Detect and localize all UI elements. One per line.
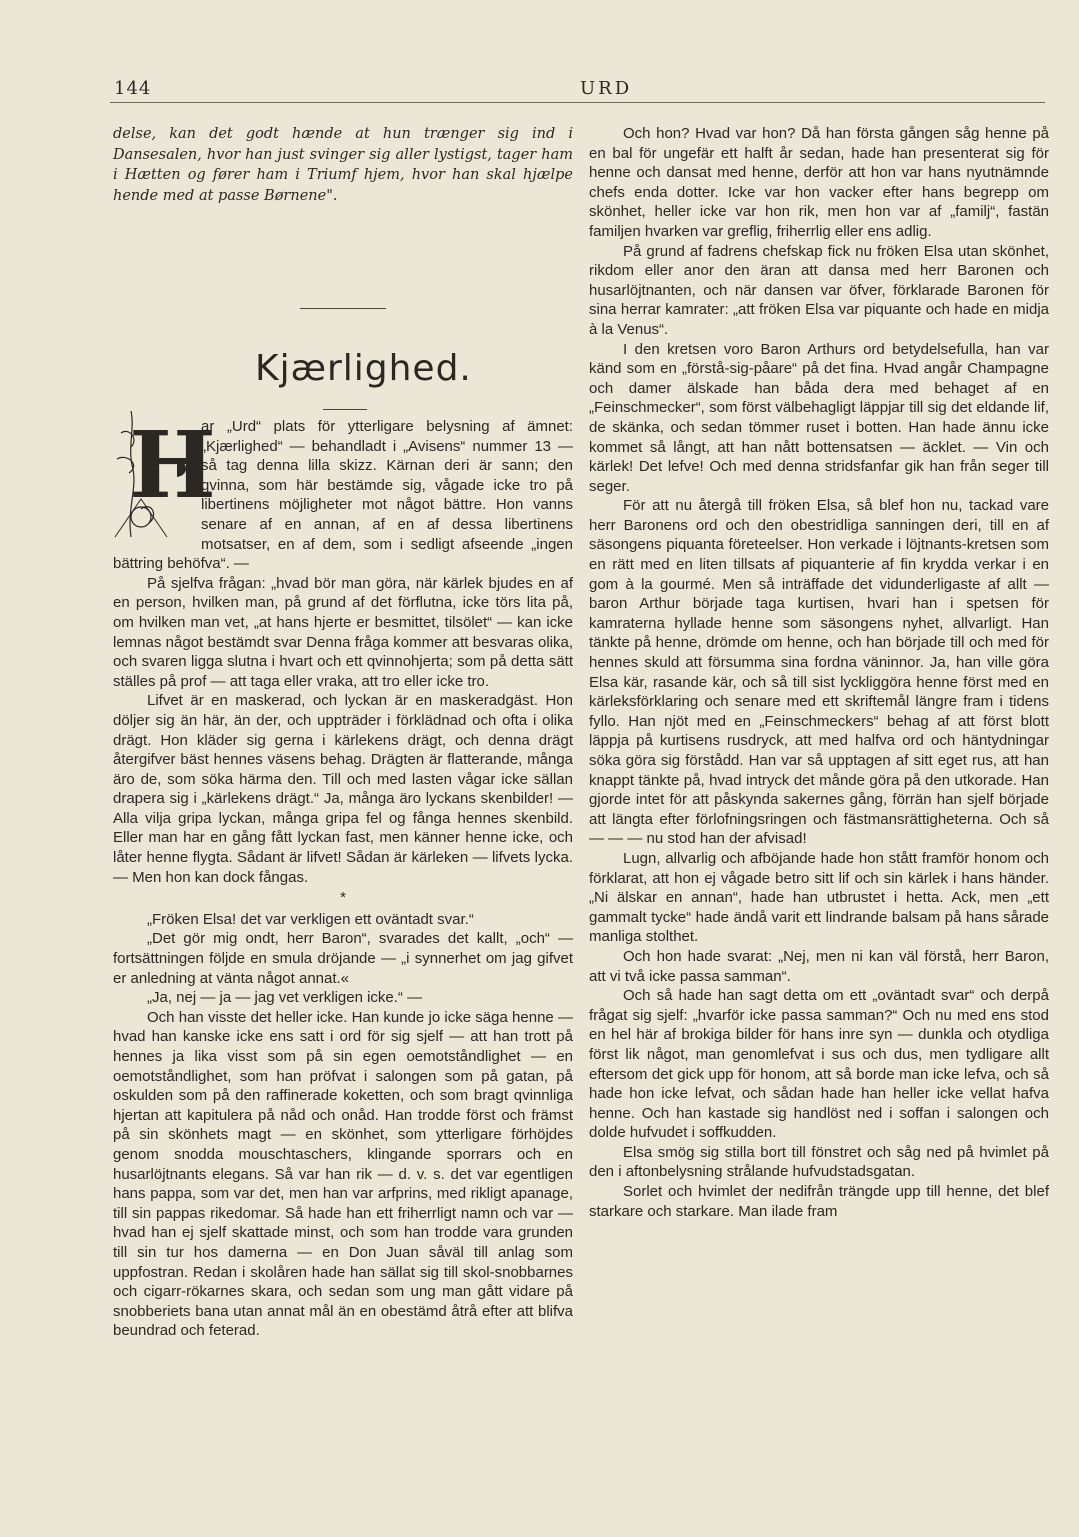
article-title-block [113, 348, 573, 417]
initial-letter: H [129, 411, 216, 519]
article-title: Kjærlighed. [255, 348, 472, 389]
paragraph: Lugn, allvarlig och afböjande hade hon stått framför honom och förklarat, att hon ej vågade betro sitt lif och sin kärlek i hans händer. „Ni älskar en annan“, hade han utbrustet i hetta. Ack, men „ett gammalt tycke“ hade ändå varit ett lindrande balsam på hans sårade manliga stolthet. [589, 849, 1049, 946]
title-underline [323, 409, 367, 410]
section-divider [300, 308, 386, 309]
fraktur-intro: delse, kan det godt hænde at hun trænger sig ind i Dansesalen, hvor han just svinger sig aller lystigst, tager ham i Hætten og fører ham i Triumf hjem, hvor han skal hjælpe hende med at passe Børnene". [113, 126, 573, 204]
section-star: * [340, 889, 346, 907]
paragraph: Lifvet är en maskerad, och lyckan är en maskeradgäst. Hon döljer sig än här, än der, och uppträder i förklädnad och ofta i olika drägt. Hon kläder sig gerna i kärlekens drägt, och denna drägt återgifver bäst hennes väsens behag. Drägten är flatterande, många äro de, som söka härma den. Till och med lasten vågar icke sällan drapera sig i „kärlekens drägt.“ Ja, många äro lyckans skenbilder! — Alla vilja gripa lyckan, många gripa fel og fånga hennes skenbild. Eller man har en gång fått lyckan fast, men känner henne icke, och låter henne flygta. Sådant är lifvet! Sådan är kärleken — lifvets lycka. — Men hon kan dock fångas. [113, 692, 573, 886]
paragraph: „Fröken Elsa! det var verkligen ett oväntadt svar.“ [147, 910, 474, 928]
decorated-initial [111, 409, 216, 541]
paragraph: Elsa smög sig stilla bort till fönstret och såg ned på hvimlet på den i aftonbelysning strålande hufvudstadsgatan. [589, 1143, 1049, 1181]
paragraph: Sorlet och hvimlet der nedifrån trängde upp till henne, det blef starkare och starkare. Man ilade fram [589, 1183, 1049, 1220]
paragraph: Och så hade han sagt detta om ett „oväntadt svar“ och derpå frågat sig sjelf: „hvarför icke passa samman?“ Och nu med ens stod en hel här af brokiga bilder för hans inre syn — dunkla och otydliga först lik något, man genomlefvat i sus och dus, men tydligare allt eftersom det gick upp för honom, att så borde man icke lefva, och så hade hon icke lefvat, och sådan hade han heller icke vellat hafva henne. Och han kastade sig handlöst ned i soffan i salongen och dolde hufvudet i soffkudden. [589, 987, 1049, 1142]
paragraph: ar „Urd“ plats för ytterligare belysning af ämnet: „Kjærlighed“ — behandladt i „Avisens“ nummer 13 — så tag denna lilla skizz. Kärnan deri är sann; den qvinna, som här bestämde sig, vågade icke tro på libertinens möjligheter mot något bättre. Hon vanns senare af en annan, af en af dessa libertinens motsatser, en af dem, som i sedligt afseende „ingen bättring behöfva“. — [113, 418, 573, 573]
paragraph: På grund af fadrens chefskap fick nu fröken Elsa utan skönhet, rikdom eller anor den äran att dansa med herr Baronen och husarlöjtnanten, och när dansen var öfver, förklarade Baronen för sina herrar kamrater: „att fröken Elsa var piquante och hade en midja à la Venus“. [589, 242, 1049, 338]
paragraph: „Det gör mig ondt, herr Baron“, svarades det kallt, „och“ — fortsättningen följde en smula dröjande — „i synnerhet om jag gifvet er anledning at vänta något annat.« [113, 930, 573, 987]
running-title: URD [580, 78, 633, 99]
paragraph: Och hon hade svarat: „Nej, men ni kan väl förstå, herr Baron, att vi två icke passa samman“. [589, 947, 1049, 985]
paragraph: För att nu återgå till fröken Elsa, så blef hon nu, tackad vare herr Baronens ord och den obestridliga sanningen deri, till en af säsongens piquanta företeelser. Hon verkade i löjtnants-kretsen som en rätt med en liten tillsats af piquanterie af fin krydda verkar i en gom à la gourmé. Men så inträffade det vidunderligaste af allt — baron Arthur började taga kurtisen, hvari han i spetsen för kamraterna hyllade henne som säsongens nyhet, allvarligt. Han tänkte på henne, drömde om henne, och han började till och med för hennes skuld att försumma sina fordna väninnor. Ja, han ville göra Elsa kär, rasande kär, och så till sist lyckliggöra henne först med en kärleksförklaring och senare med ett skriftemål längre fram i tidens fyllo. Han njöt med en „Feinschmeckers“ behag af att först blott läppja på kurtisens rusdryck, att med halfva ord och häntydningar söka göra sig förstådd. Han var så upptagen af sitt eget rus, att han knappt tänkte på, hvad intryck det månde göra på den utkorade. Han gjorde intet för att påskynda sakernes gång, förrän han sjelf började att längta efter förlofningsringen och fästmansrättigheterna. Och så — — — nu stod han der afvisad! [589, 497, 1049, 848]
page-number: 144 [114, 78, 152, 99]
paragraph: I den kretsen voro Baron Arthurs ord betydelsefulla, han var känd som en „förstå-sig-påare“ på det fina. Hvad angår Champagne och damer älskade han båda dera med behaget af en „Feinschmecker“, som först välbehagligt läppjar till sig det eldande lif, de skänka, och sedan tömmer ruset i botten. Han hade ännu icke kommet så långt, att han nått bottensatsen — äcklet. — Vin och kärlek! Det lefve! Och med denna stridsfanfar gik han från seger till seger. [589, 340, 1049, 495]
paragraph: Och hon? Hvad var hon? Då han första gången såg henne på en bal för ungefär ett halft år sedan, hade han presenterat sig för henne och dansat med henne, derför att hon var hans nyutnämnde chefs enda dotter. Icke var hon vacker efter hans begrepp om skönhet, heller icke var hon rik, men hon var af „familj“, fastän familjen hvarken var greflig, friherrlig eller ens adlig. [589, 125, 1049, 240]
paragraph: „Ja, nej — ja — jag vet verkligen icke.“ — [147, 989, 423, 1007]
page-header [110, 74, 1045, 103]
paragraph: På sjelfva frågan: „hvad bör man göra, när kärlek bjudes en af en person, hvilken man, på grund af det förflutna, icke törs lita på, om hvilken man vet, „at hans hjerte er besmittet, tilsölet“ — kan icke lemnas något bestämdt svar Denna fråga kommer att besvaras olika, och svaren ligga slutna i hvart och ett qvinnohjerta; som på detta sätt ställes på prof — att taga eller vraka, att tro eller icke tro. [113, 574, 573, 690]
left-column [113, 124, 573, 1341]
right-column [589, 124, 1049, 1221]
paragraph: Och han visste det heller icke. Han kunde jo icke säga henne — hvad han kanske icke ens satt i ord för sig sjelf — att han trott på hennes ja lika visst som på sin egen oemotståndlighet — en oemotståndlighet, som han pröfvat i salongen som på gatan, på oskulden som på den raffinerade koketten, och som bragt qvinnliga hjertan att kapitulera på nåd och onåd. Han trodde först och främst på sin skönhets magt — en skönhet, som ytterligare förhöjdes genom snodda mouschtaschers, klingande sporrars och en husarlöjtnants elegans. Så var han rik — d. v. s. det var egentligen hans pappa, som var det, men han var arfprins, med rikligt apanage, till sin pappas rikedomar. Så hade han ett friherrligt namn och var — hvad han ej sjelf skattade minst, och som han trodde vara grunden till sin tur hos damerna — en Don Juan såväl till anlag som uppfostran. Redan i skolåren hade han sällat sig till skol-snobbarnes och cigarr-rökarnes skara, och sedan som ung man gått vidare på snobberiets bana utan annat mål än en obestämd åtrå efter att blifva beundrad och feterad. [113, 1008, 573, 1340]
